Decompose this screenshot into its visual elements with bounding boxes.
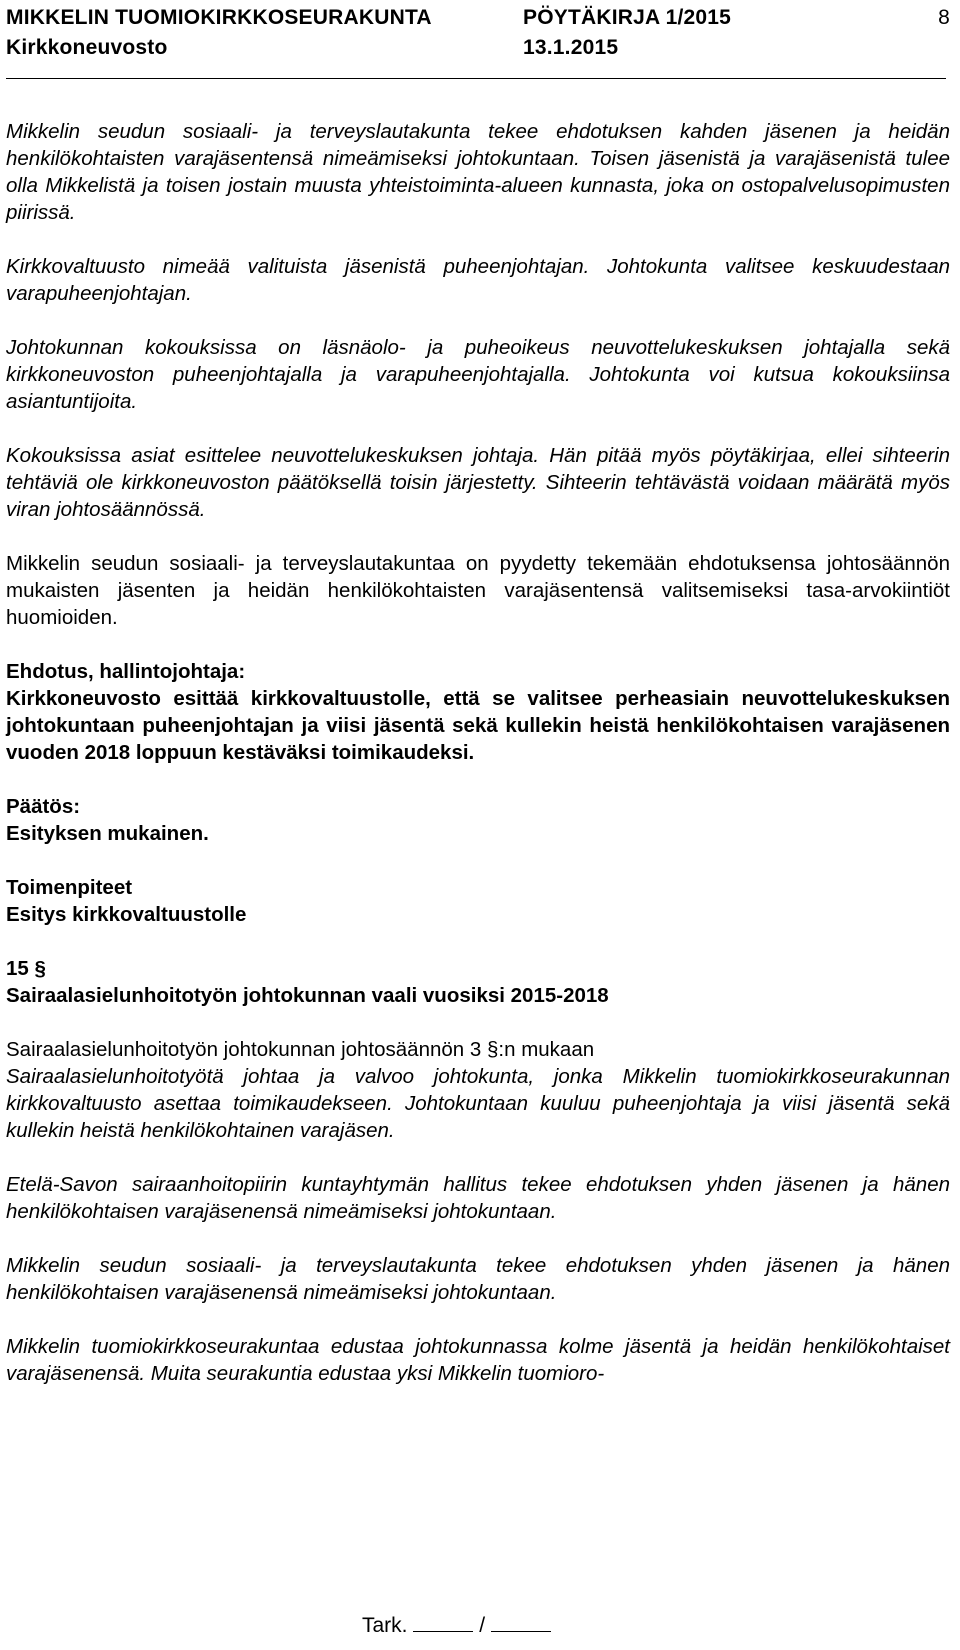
organization-name: MIKKELIN TUOMIOKIRKKOSEURAKUNTA (6, 6, 432, 29)
paragraph: Mikkelin tuomiokirkkoseurakuntaa edustaa johtokunnassa kolme jäsentä ja heidän henkilökohtaiset varajäsenensä. Muita seurakuntia edustaa yksi Mikkelin tuomioro- (6, 1335, 950, 1385)
proposal-heading: Ehdotus, hallintojohtaja: (6, 660, 246, 683)
section-number: 15 § (6, 957, 46, 980)
initial-blank-2 (491, 1617, 551, 1632)
meeting-date: 13.1.2015 (523, 36, 619, 59)
page-number: 8 (938, 6, 950, 29)
paragraph: Etelä-Savon sairaanhoitopiirin kuntayhtymän hallitus tekee ehdotuksen yhden jäsenen ja hänen henkilökohtaisen varajäsenensä nimeämiseksi johtokuntaan. (6, 1173, 950, 1223)
body-name: Kirkkoneuvosto (6, 36, 168, 59)
paragraph: Sairaalasielunhoitotyötä johtaa ja valvoo johtokunta, jonka Mikkelin tuomiokirkkoseurakunnan kirkkovaltuusto asettaa toimikaudekseen. Johtokuntaan kuuluu puheenjohtaja ja viisi jäsentä sekä kullekin heistä henkilökohtainen varajäsen. (6, 1065, 950, 1142)
paragraph: Kirkkovaltuusto nimeää valituista jäsenistä puheenjohtajan. Johtokunta valitsee keskuudestaan varapuheenjohtajan. (6, 255, 950, 305)
footer-separator: / (479, 1614, 486, 1637)
paragraph: Kokouksissa asiat esittelee neuvottelukeskuksen johtaja. Hän pitää myös pöytäkirjaa, ellei sihteerin tehtäviä ole kirkkoneuvoston päätöksellä toisin järjestetty. Sihteerin tehtävästä voidaan määrätä myös viran johtosäännössä. (6, 444, 950, 521)
paragraph: Sairaalasielunhoitotyön johtokunnan johtosäännön 3 §:n mukaan (6, 1038, 595, 1061)
footer-check (362, 1614, 551, 1638)
initial-blank-1 (413, 1617, 473, 1632)
proposal-text: Kirkkoneuvosto esittää kirkkovaltuustolle, että se valitsee perheasiain neuvottelukeskuksen johtokuntaan puheenjohtajan ja viisi jäsentä sekä kullekin heistä henkilökohtaisen varajäsenen vuoden 2018 loppuun kestäväksi toimikaudeksi. (6, 687, 950, 764)
header-divider (6, 78, 946, 79)
actions-heading: Toimenpiteet (6, 876, 133, 899)
section-title: Sairaalasielunhoitotyön johtokunnan vaali vuosiksi 2015-2018 (6, 984, 609, 1007)
document-body (6, 118, 950, 1387)
decision-text: Esityksen mukainen. (6, 822, 209, 845)
paragraph: Johtokunnan kokouksissa on läsnäolo- ja puheoikeus neuvottelukeskuksen johtajalla sekä kirkkoneuvoston puheenjohtajalla ja varapuheenjohtajalla. Johtokunta voi kutsua kokouksiinsa asiantuntijoita. (6, 336, 950, 413)
page-header (6, 6, 950, 66)
paragraph: Mikkelin seudun sosiaali- ja terveyslautakunta tekee ehdotuksen kahden jäsenen ja heidän henkilökohtaisten varajäsentensä nimeämiseksi johtokuntaan. Toisen jäsenistä ja varajäsenistä tulee olla Mikkelistä ja toisen jostain muusta yhteistoiminta-alueen kunnasta, joka on ostopalvelusopimusten piirissä. (6, 120, 950, 224)
actions-text: Esitys kirkkovaltuustolle (6, 903, 247, 926)
section-symbol: § (34, 957, 46, 980)
paragraph: Mikkelin seudun sosiaali- ja terveyslautakunta tekee ehdotuksen yhden jäsenen ja hänen henkilökohtaisen varajäsenensä nimeämiseksi johtokuntaan. (6, 1254, 950, 1304)
document-title: PÖYTÄKIRJA 1/2015 (523, 6, 732, 29)
paragraph: Mikkelin seudun sosiaali- ja terveyslautakuntaa on pyydetty tekemään ehdotuksensa johtosäännön mukaisten jäsenten ja heidän henkilökohtaisten varajäsentensä valitsemiseksi tasa-arvokiintiöt huomioiden. (6, 552, 950, 629)
footer-label: Tark. (362, 1614, 408, 1637)
decision-heading: Päätös: (6, 795, 81, 818)
